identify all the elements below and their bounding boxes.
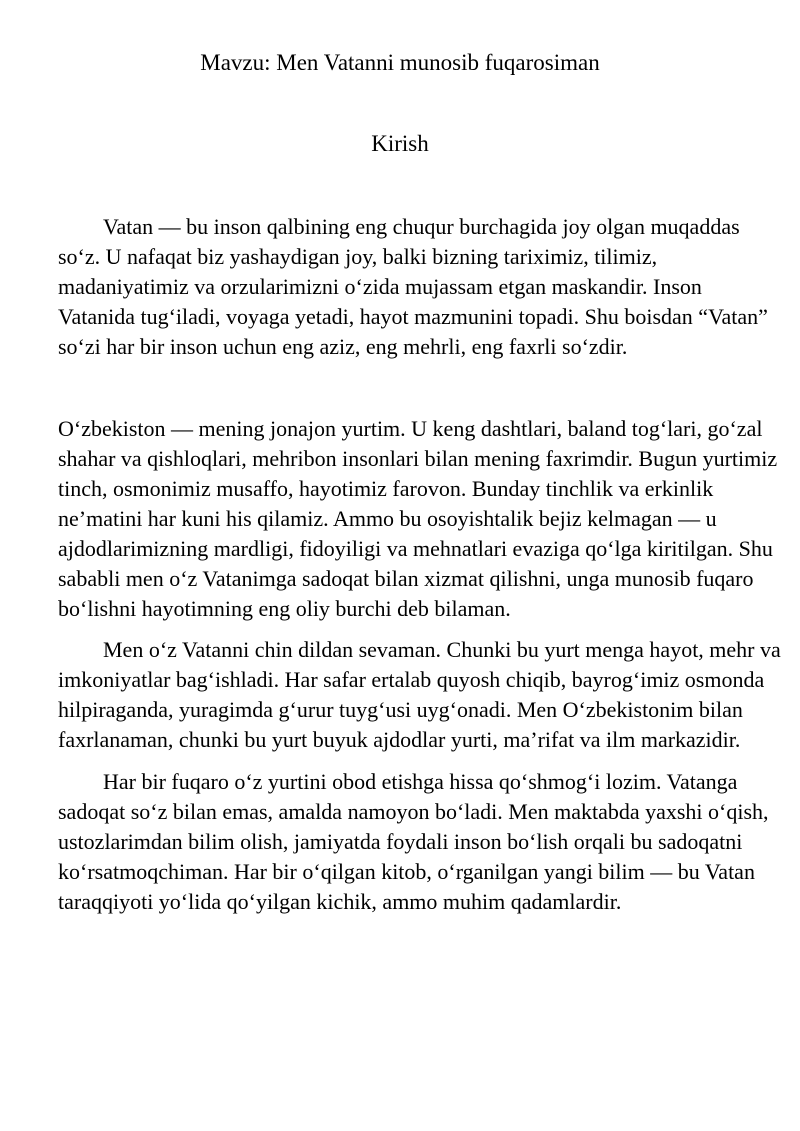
paragraph-vatan-definition: Vatan — bu inson qalbining eng chuqur burchagida joy olgan muqaddas so‘z. U nafaqat biz yashaydigan joy, balki bizning tariximiz, tilimiz, madaniyatimiz va orzularimizni o‘zida mujassam etgan maskandir. Inson Vatanida tug‘iladi, voyaga yetadi, hayot mazmunini topadi. Shu boisdan “Vatan” so‘zi har bir inson uchun eng aziz, eng mehrli, eng faxrli so‘zdir. (58, 214, 768, 359)
section-heading: Kirish (371, 131, 429, 156)
document-body (58, 212, 782, 917)
paragraph-ozbekiston: O‘zbekiston — mening jonajon yurtim. U keng dashtlari, baland tog‘lari, go‘zal shahar va qishloqlari, mehribon insonlari bilan mening faxrimdir. Bugun yurtimiz tinch, osmonimiz musaffo, hayotimiz farovon. Bunday tinchlik va erkinlik ne’matini har kuni his qilamiz. Ammo bu osoyishtalik bejiz kelmagan — u ajdodlarimizning mardligi, fidoyiligi va mehnatlari evaziga qo‘lga kiritilgan. Shu sababli men o‘z Vatanimga sadoqat bilan xizmat qilishni, unga munosib fuqaro bo‘lishni hayotimning eng oliy burchi deb bilaman. (58, 416, 778, 621)
paragraph-love-for-vatan: Men o‘z Vatanni chin dildan sevaman. Chunki bu yurt menga hayot, mehr va imkoniyatlar bag‘ishladi. Har safar ertalab quyosh chiqib, bayrog‘imiz osmonda hilpiraganda, yuragimda g‘urur tuyg‘usi uyg‘onadi. Men O‘zbekistonim bilan faxrlanaman, chunki bu yurt buyuk ajdodlar yurti, ma’rifat va ilm markazidir. (58, 637, 781, 752)
document-title: Mavzu: Men Vatanni munosib fuqarosiman (200, 50, 600, 75)
paragraph-citizen-duty: Har bir fuqaro o‘z yurtini obod etishga hissa qo‘shmog‘i lozim. Vatanga sadoqat so‘z bilan emas, amalda namoyon bo‘ladi. Men maktabda yaxshi o‘qish, ustozlarimdan bilim olish, jamiyatda foydali inson bo‘lish orqali bu sadoqatni ko‘rsatmoqchiman. Har bir o‘qilgan kitob, o‘rganilgan yangi bilim — bu Vatan taraqqiyoti yo‘lida qo‘yilgan kichik, ammo muhim qadamlardir. (58, 769, 769, 914)
